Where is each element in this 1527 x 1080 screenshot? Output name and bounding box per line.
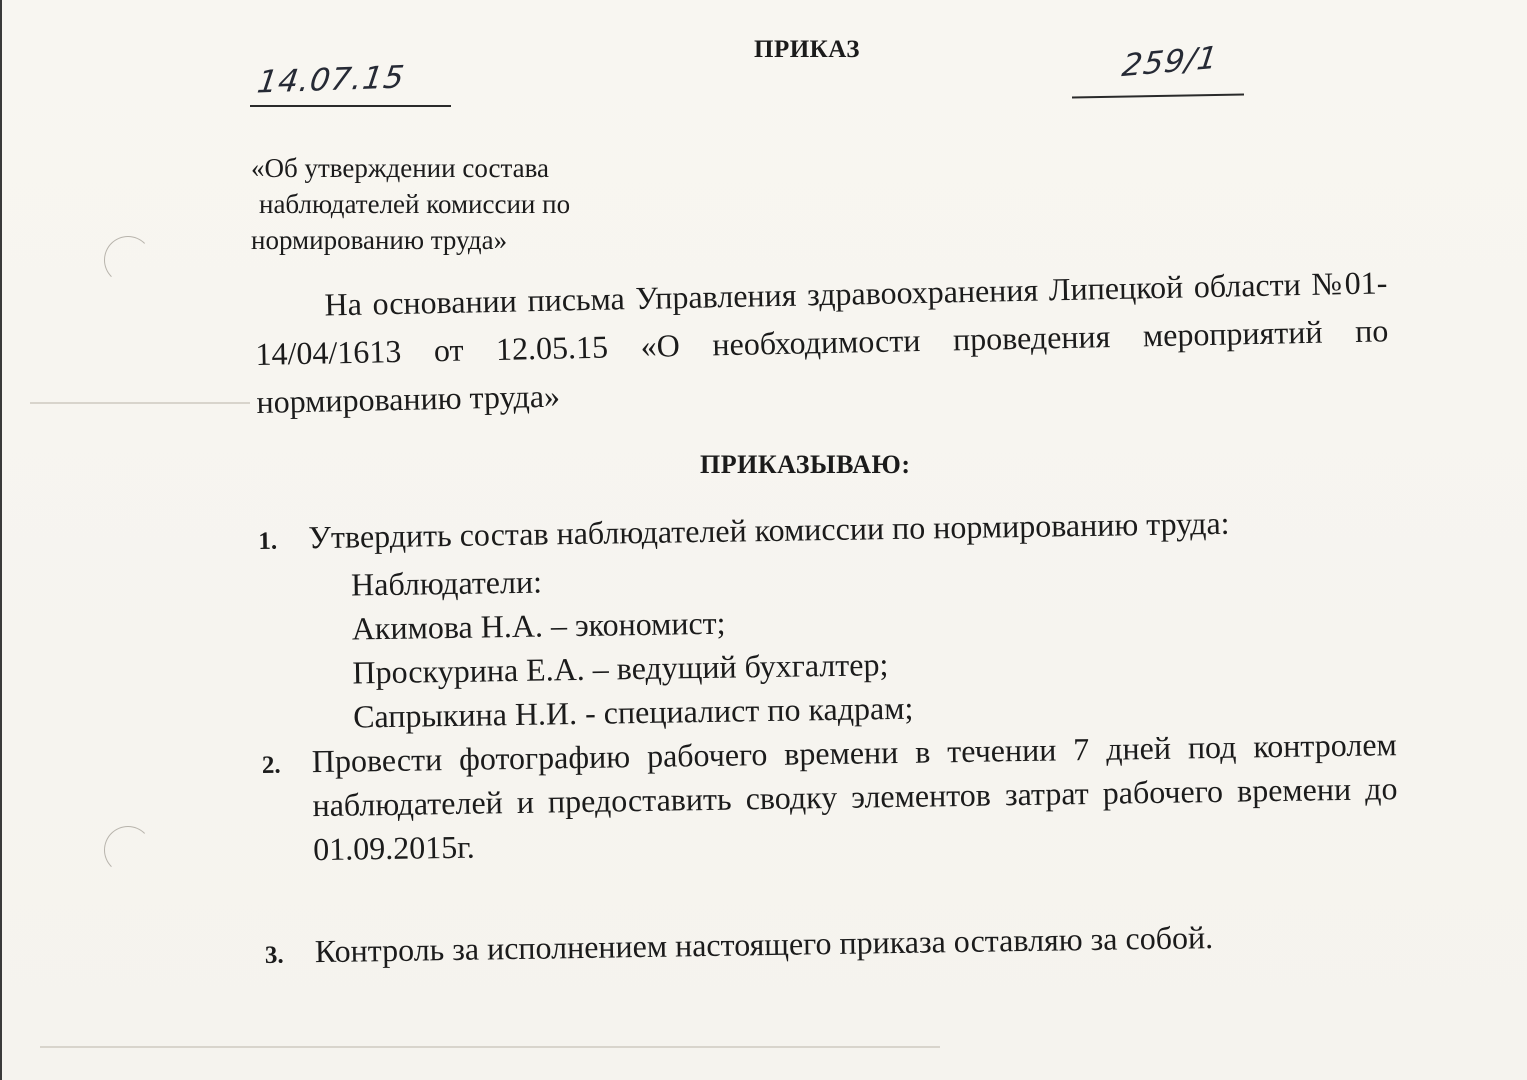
observer-entry: Сапрыкина Н.И. - специалист по кадрам; <box>352 689 914 735</box>
observer-entry: Проскурина Е.А. – ведущий бухгалтер; <box>352 646 889 691</box>
number-underline <box>1072 93 1244 98</box>
document-title: ПРИКАЗ <box>754 36 860 63</box>
item-text: Провести фотографию рабочего времени в течении 7 дней под контролем наблюдателей и предоставить сводку элементов затрат рабочего времени до 01.09.2015г. <box>311 726 1398 868</box>
scan-noise <box>30 402 250 404</box>
observers-list <box>259 546 1397 740</box>
scan-noise <box>40 1046 940 1048</box>
order-directive-heading: ПРИКАЗЫВАЮ: <box>700 450 911 479</box>
basis-text: На основании письма Управления здравоохранения Липецкой области №01-14/04/1613 от 12.05.15 «О необходимости проведения мероприятий по нормированию труда» <box>255 264 1389 420</box>
basis-paragraph <box>254 258 1390 426</box>
item-number: 1. <box>258 527 278 555</box>
handwritten-date: 14.07.15 <box>255 59 407 101</box>
date-underline <box>250 105 451 107</box>
observers-heading: Наблюдатели: <box>350 563 543 603</box>
subject-line: «Об утверждении состава <box>251 153 549 183</box>
order-item-2 <box>262 722 1399 872</box>
order-items-list <box>258 498 1400 978</box>
item-number: 3. <box>264 941 284 969</box>
handwritten-order-number: 259/1 <box>1120 39 1221 85</box>
subject-line: наблюдателей комиссии по <box>259 189 571 219</box>
punch-hole-mark-bottom <box>104 826 152 874</box>
subject-line: нормированию труда» <box>251 225 508 255</box>
item-text: Контроль за исполнением настоящего приказа оставляю за собой. <box>314 919 1214 970</box>
observer-entry: Акимова Н.А. – экономист; <box>351 604 726 647</box>
punch-hole-mark-top <box>104 236 152 284</box>
order-subject <box>251 150 570 258</box>
page-left-edge <box>0 0 2 1080</box>
item-number: 2. <box>261 751 281 779</box>
item-text: Утвердить состав наблюдателей комиссии по нормированию труда: <box>308 504 1230 556</box>
